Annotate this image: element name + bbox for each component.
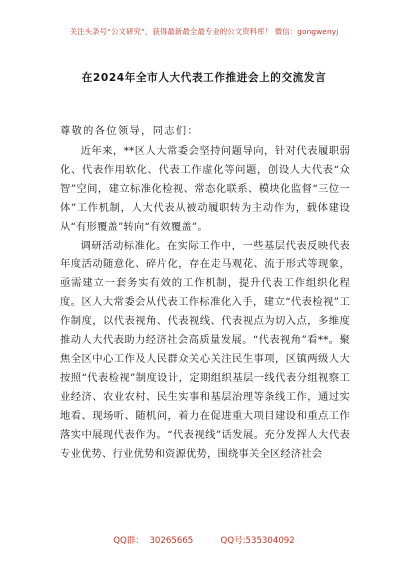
top-banner: 关注头条号“公文研究”，获得最新最全最专业的公文资料库！ 微信：gongwenyj: [69, 27, 339, 36]
document-title: 在2024年全市人大代表工作推进会上的交流发言: [81, 72, 327, 84]
salutation: 尊敬的各位领导，同志们：: [60, 126, 200, 137]
paragraph-research: 调研活动标准化。在实际工作中，一些基层代表反映代表年度活动随意化、碎片化，存在走马观花、流于形式等现象，亟需建立一套务实有效的工作机制，提升代表工作组织化程度。区人大常委会从代表工作标准化入手，建立“代表检视”工作制度，以代表视角、代表视线、代表视点为切入点，多维度推动人大代表助力经济社会高质量发展。“代表视角”看**。聚焦全区中心工作及人民群众关心关注民生事项，区镇两级人大按照“代表检视”制度设计，定期组织基层一线代表分组视察工业经济、农业农村、民生实事和基层治理等条线工作，通过实地看、现场听、随机问，着力在促进重大项目建设和重点工作落实中展现代表作为。“代表视线”话发展。充分发挥人大代表专业优势、行业优势和资源优势，围绕事关全区经济社会: [60, 239, 350, 460]
document-body: [60, 142, 350, 463]
paragraph-intro: 近年来，**区人大常委会坚持问题导向，针对代表履职弱化、代表作用软化、代表工作虚化等问题，创设人大代表“众智”空间，建立标准化检视、常态化联系、模块化监督“三位一体”工作机制，人大代表从被动履职转为主动作为，载体建设从“有形覆盖”转向“有效覆盖”。: [60, 145, 350, 233]
footer-contact: QQ群： 30265665 QQ号:535304092: [113, 536, 295, 546]
